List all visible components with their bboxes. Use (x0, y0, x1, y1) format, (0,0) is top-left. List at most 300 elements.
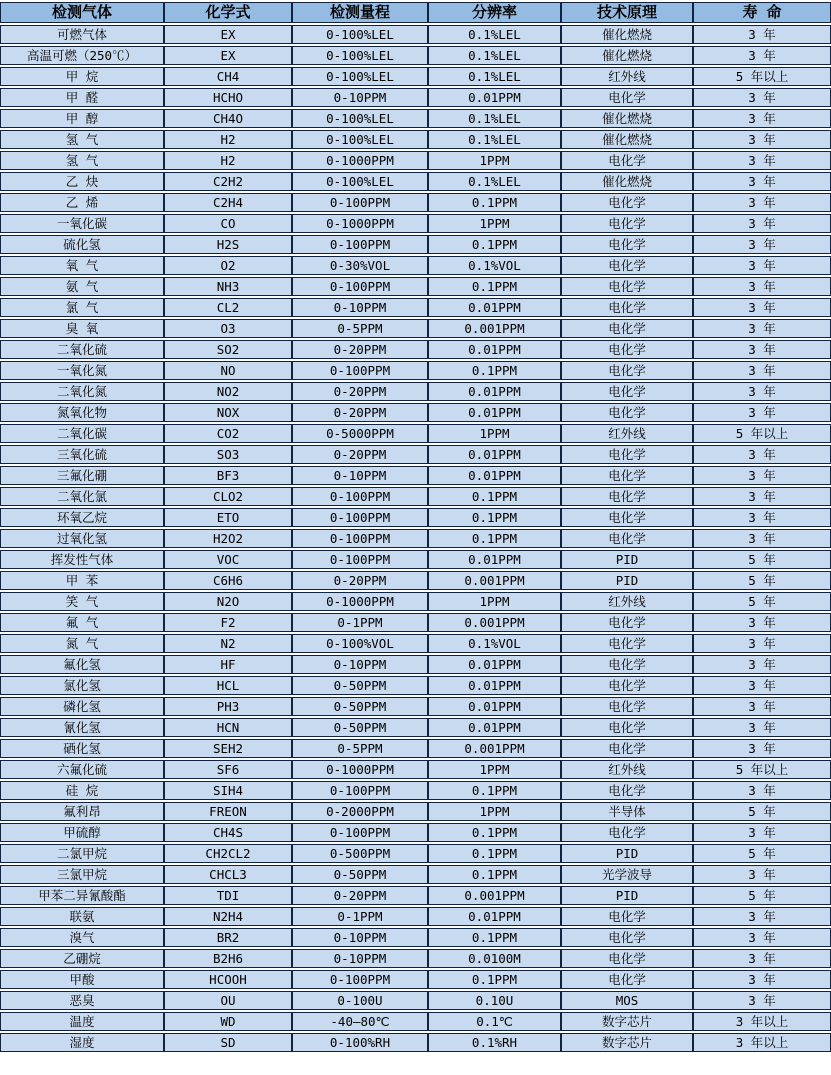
table-cell: CH2CL2 (164, 844, 292, 863)
table-row (0, 46, 831, 65)
table-cell: 三氧化硫 (0, 445, 164, 464)
table-row (0, 298, 831, 317)
table-row (0, 319, 831, 338)
table-cell: 二氧化氯 (0, 487, 164, 506)
table-cell: 0.01PPM (428, 340, 561, 359)
table-row (0, 25, 831, 44)
table-row (0, 277, 831, 296)
table-cell: 5 年 (693, 844, 831, 863)
table-cell: 5 年以上 (693, 760, 831, 779)
table-cell: 乙硼烷 (0, 949, 164, 968)
table-cell: 0-100%LEL (292, 130, 428, 149)
table-cell: 0-100%RH (292, 1033, 428, 1052)
table-row (0, 886, 831, 905)
table-cell: 3 年 (693, 529, 831, 548)
table-cell: 0-100PPM (292, 193, 428, 212)
table-cell: 1PPM (428, 151, 561, 170)
table-cell: 0.1%LEL (428, 109, 561, 128)
table-cell: SD (164, 1033, 292, 1052)
table-cell: 0-20PPM (292, 571, 428, 590)
table-cell: 电化学 (561, 634, 693, 653)
table-row (0, 256, 831, 275)
table-cell: 0.1%RH (428, 1033, 561, 1052)
table-cell: 0.1PPM (428, 277, 561, 296)
table-cell: 三氟化硼 (0, 466, 164, 485)
table-cell: 电化学 (561, 235, 693, 254)
table-cell: 0.01PPM (428, 382, 561, 401)
table-cell: 催化燃烧 (561, 46, 693, 65)
table-cell: 电化学 (561, 697, 693, 716)
table-cell: PID (561, 886, 693, 905)
table-cell: 氯化氢 (0, 676, 164, 695)
table-cell: EX (164, 25, 292, 44)
table-cell: 3 年 (693, 319, 831, 338)
table-cell: N2 (164, 634, 292, 653)
table-cell: 红外线 (561, 592, 693, 611)
table-cell: 3 年 (693, 172, 831, 191)
table-row (0, 403, 831, 422)
table-row (0, 382, 831, 401)
table-cell: 0-1000PPM (292, 760, 428, 779)
table-cell: 电化学 (561, 298, 693, 317)
table-cell: 0.01PPM (428, 466, 561, 485)
table-cell: 电化学 (561, 718, 693, 737)
table-cell: 0.01PPM (428, 907, 561, 926)
table-cell: NH3 (164, 277, 292, 296)
table-cell: 红外线 (561, 760, 693, 779)
table-cell: 3 年 (693, 382, 831, 401)
table-cell: 电化学 (561, 340, 693, 359)
table-cell: SO3 (164, 445, 292, 464)
table-row (0, 151, 831, 170)
table-cell: 3 年 (693, 151, 831, 170)
table-cell: EX (164, 46, 292, 65)
table-row (0, 844, 831, 863)
table-row (0, 214, 831, 233)
table-cell: 恶臭 (0, 991, 164, 1010)
table-cell: 3 年 (693, 403, 831, 422)
table-cell: 甲酸 (0, 970, 164, 989)
table-cell: 3 年以上 (693, 1012, 831, 1031)
table-cell: FREON (164, 802, 292, 821)
table-cell: 0-100PPM (292, 550, 428, 569)
table-cell: 3 年 (693, 697, 831, 716)
table-cell: 0-10PPM (292, 928, 428, 947)
table-row (0, 634, 831, 653)
table-cell: CO (164, 214, 292, 233)
table-cell: 0-10PPM (292, 949, 428, 968)
table-cell: 电化学 (561, 487, 693, 506)
table-cell: 高温可燃（250℃） (0, 46, 164, 65)
table-cell: 0.1PPM (428, 235, 561, 254)
table-cell: 0-5PPM (292, 739, 428, 758)
table-cell: ETO (164, 508, 292, 527)
table-row (0, 823, 831, 842)
table-row (0, 970, 831, 989)
table-cell: 0.1℃ (428, 1012, 561, 1031)
table-row (0, 781, 831, 800)
table-cell: HCL (164, 676, 292, 695)
table-cell: 乙 烯 (0, 193, 164, 212)
table-cell: 一氧化氮 (0, 361, 164, 380)
table-cell: 3 年以上 (693, 1033, 831, 1052)
table-cell: 0.01PPM (428, 550, 561, 569)
table-cell: NO (164, 361, 292, 380)
table-cell: H2O2 (164, 529, 292, 548)
table-cell: 半导体 (561, 802, 693, 821)
table-cell: 0.1%LEL (428, 172, 561, 191)
table-cell: HCOOH (164, 970, 292, 989)
table-cell: 磷化氢 (0, 697, 164, 716)
table-cell: 0.1%LEL (428, 25, 561, 44)
table-cell: 0-1PPM (292, 613, 428, 632)
table-cell: 电化学 (561, 970, 693, 989)
table-cell: 3 年 (693, 235, 831, 254)
table-cell: 3 年 (693, 991, 831, 1010)
table-cell: 0-100PPM (292, 361, 428, 380)
table-cell: 0.001PPM (428, 571, 561, 590)
table-cell: 5 年以上 (693, 67, 831, 86)
table-cell: 0.01PPM (428, 676, 561, 695)
table-cell: 3 年 (693, 949, 831, 968)
table-cell: 甲 苯 (0, 571, 164, 590)
table-cell: 硅 烷 (0, 781, 164, 800)
table-cell: 0-100PPM (292, 970, 428, 989)
table-row (0, 130, 831, 149)
table-row (0, 193, 831, 212)
table-row (0, 739, 831, 758)
table-cell: 5 年 (693, 886, 831, 905)
table-cell: 0-20PPM (292, 382, 428, 401)
table-row (0, 235, 831, 254)
table-cell: 电化学 (561, 907, 693, 926)
column-header: 化学式 (164, 2, 292, 23)
table-cell: 3 年 (693, 88, 831, 107)
table-cell: 电化学 (561, 676, 693, 695)
table-cell: 0-100PPM (292, 508, 428, 527)
table-cell: 氧 气 (0, 256, 164, 275)
table-cell: 0.1PPM (428, 193, 561, 212)
table-cell: 0-10PPM (292, 298, 428, 317)
table-cell: 0.01PPM (428, 403, 561, 422)
table-cell: SF6 (164, 760, 292, 779)
table-cell: H2 (164, 130, 292, 149)
table-cell: F2 (164, 613, 292, 632)
table-cell: 0.1PPM (428, 970, 561, 989)
table-cell: 0-100U (292, 991, 428, 1010)
table-cell: NOX (164, 403, 292, 422)
table-cell: 0-100PPM (292, 487, 428, 506)
table-cell: 氯 气 (0, 298, 164, 317)
table-cell: SEH2 (164, 739, 292, 758)
table-cell: 5 年 (693, 571, 831, 590)
table-cell: 3 年 (693, 508, 831, 527)
table-cell: 3 年 (693, 487, 831, 506)
table-cell: 电化学 (561, 382, 693, 401)
table-cell: C6H6 (164, 571, 292, 590)
table-cell: 0.01PPM (428, 88, 561, 107)
table-row (0, 1033, 831, 1052)
table-cell: CH4O (164, 109, 292, 128)
table-cell: 二氯甲烷 (0, 844, 164, 863)
table-cell: 氨 气 (0, 277, 164, 296)
table-cell: 电化学 (561, 739, 693, 758)
table-row (0, 949, 831, 968)
table-row (0, 991, 831, 1010)
table-cell: 氮氧化物 (0, 403, 164, 422)
table-cell: 0-500PPM (292, 844, 428, 863)
table-cell: 3 年 (693, 634, 831, 653)
table-cell: 3 年 (693, 340, 831, 359)
table-cell: HCN (164, 718, 292, 737)
table-cell: 0-5PPM (292, 319, 428, 338)
table-cell: 0-100PPM (292, 781, 428, 800)
table-row (0, 529, 831, 548)
table-cell: 0.1PPM (428, 928, 561, 947)
table-cell: 电化学 (561, 823, 693, 842)
table-cell: 3 年 (693, 193, 831, 212)
table-cell: 电化学 (561, 88, 693, 107)
table-cell: 0-100PPM (292, 277, 428, 296)
table-cell: 0.01PPM (428, 718, 561, 737)
table-cell: 催化燃烧 (561, 109, 693, 128)
table-cell: 0-1000PPM (292, 592, 428, 611)
table-cell: NO2 (164, 382, 292, 401)
column-header: 检测量程 (292, 2, 428, 23)
table-cell: 0.1PPM (428, 823, 561, 842)
table-row (0, 592, 831, 611)
table-cell: 0.01PPM (428, 445, 561, 464)
table-cell: 红外线 (561, 67, 693, 86)
table-cell: 3 年 (693, 676, 831, 695)
table-cell: 5 年 (693, 550, 831, 569)
table-cell: OU (164, 991, 292, 1010)
table-cell: CLO2 (164, 487, 292, 506)
table-cell: 氟化氢 (0, 655, 164, 674)
table-cell: 0.01PPM (428, 697, 561, 716)
table-cell: 0-50PPM (292, 865, 428, 884)
table-cell: 电化学 (561, 655, 693, 674)
table-cell: 0.1%LEL (428, 46, 561, 65)
table-cell: 一氧化碳 (0, 214, 164, 233)
table-cell: 0-20PPM (292, 340, 428, 359)
table-cell: 5 年 (693, 592, 831, 611)
table-cell: C2H2 (164, 172, 292, 191)
table-cell: PID (561, 571, 693, 590)
table-cell: 3 年 (693, 46, 831, 65)
table-cell: 0.1PPM (428, 487, 561, 506)
table-cell: 氮 气 (0, 634, 164, 653)
table-cell: 三氯甲烷 (0, 865, 164, 884)
table-cell: MOS (561, 991, 693, 1010)
table-cell: 0-100PPM (292, 529, 428, 548)
table-cell: 0-10PPM (292, 466, 428, 485)
table-cell: 3 年 (693, 25, 831, 44)
table-row (0, 508, 831, 527)
table-cell: 3 年 (693, 277, 831, 296)
table-cell: 电化学 (561, 361, 693, 380)
table-cell: CH4S (164, 823, 292, 842)
table-row (0, 802, 831, 821)
table-cell: 3 年 (693, 445, 831, 464)
table-cell: 溴气 (0, 928, 164, 947)
table-cell: 3 年 (693, 298, 831, 317)
table-cell: 电化学 (561, 613, 693, 632)
table-cell: O2 (164, 256, 292, 275)
table-cell: 电化学 (561, 319, 693, 338)
table-cell: 环氧乙烷 (0, 508, 164, 527)
table-cell: 1PPM (428, 424, 561, 443)
table-cell: 1PPM (428, 214, 561, 233)
table-cell: BF3 (164, 466, 292, 485)
table-cell: 0.01PPM (428, 655, 561, 674)
table-cell: 二氧化氮 (0, 382, 164, 401)
table-row (0, 466, 831, 485)
table-cell: 温度 (0, 1012, 164, 1031)
table-cell: 0.1%LEL (428, 130, 561, 149)
table-cell: 甲苯二异氰酸酯 (0, 886, 164, 905)
table-row (0, 1012, 831, 1031)
table-cell: 0.1%LEL (428, 67, 561, 86)
table-cell: 红外线 (561, 424, 693, 443)
table-cell: 0-100%LEL (292, 67, 428, 86)
table-row (0, 550, 831, 569)
table-cell: 数字芯片 (561, 1012, 693, 1031)
table-row (0, 109, 831, 128)
table-cell: C2H4 (164, 193, 292, 212)
table-cell: 六氟化硫 (0, 760, 164, 779)
table-cell: 5 年以上 (693, 424, 831, 443)
table-cell: 1PPM (428, 760, 561, 779)
table-cell: 3 年 (693, 928, 831, 947)
table-row (0, 487, 831, 506)
table-cell: 甲 醇 (0, 109, 164, 128)
table-cell: 3 年 (693, 865, 831, 884)
table-cell: 0.1PPM (428, 865, 561, 884)
table-cell: 0-50PPM (292, 697, 428, 716)
table-cell: 0.001PPM (428, 319, 561, 338)
table-row (0, 865, 831, 884)
table-cell: 甲硫醇 (0, 823, 164, 842)
table-cell: 3 年 (693, 130, 831, 149)
table-cell: 电化学 (561, 277, 693, 296)
table-cell: 0.1PPM (428, 844, 561, 863)
table-row (0, 907, 831, 926)
table-header (0, 2, 831, 23)
table-cell: 0-1PPM (292, 907, 428, 926)
table-cell: 0-100%LEL (292, 172, 428, 191)
table-cell: 0.10U (428, 991, 561, 1010)
table-cell: 0-100PPM (292, 235, 428, 254)
table-cell: 0-20PPM (292, 403, 428, 422)
table-cell: 数字芯片 (561, 1033, 693, 1052)
table-cell: 0-2000PPM (292, 802, 428, 821)
table-row (0, 676, 831, 695)
table-cell: 0.1PPM (428, 361, 561, 380)
table-cell: 0.001PPM (428, 739, 561, 758)
table-cell: SO2 (164, 340, 292, 359)
table-body (0, 25, 831, 1052)
table-row (0, 760, 831, 779)
table-cell: PH3 (164, 697, 292, 716)
table-cell: BR2 (164, 928, 292, 947)
table-row (0, 172, 831, 191)
table-cell: 0-1000PPM (292, 151, 428, 170)
table-cell: 湿度 (0, 1033, 164, 1052)
table-cell: 0-20PPM (292, 886, 428, 905)
table-cell: 0-30%VOL (292, 256, 428, 275)
table-cell: VOC (164, 550, 292, 569)
table-cell: 挥发性气体 (0, 550, 164, 569)
table-cell: H2 (164, 151, 292, 170)
table-cell: 3 年 (693, 781, 831, 800)
table-cell: H2S (164, 235, 292, 254)
table-cell: CHCL3 (164, 865, 292, 884)
table-cell: 3 年 (693, 466, 831, 485)
table-cell: 电化学 (561, 193, 693, 212)
column-header: 分辨率 (428, 2, 561, 23)
table-cell: 0.0100M (428, 949, 561, 968)
table-cell: 3 年 (693, 214, 831, 233)
table-cell: 电化学 (561, 445, 693, 464)
table-cell: CL2 (164, 298, 292, 317)
table-cell: 1PPM (428, 802, 561, 821)
table-cell: 光学波导 (561, 865, 693, 884)
table-cell: -40—80℃ (292, 1012, 428, 1031)
table-cell: PID (561, 844, 693, 863)
table-cell: CH4 (164, 67, 292, 86)
table-cell: 硫化氢 (0, 235, 164, 254)
table-cell: 0.1%VOL (428, 256, 561, 275)
table-cell: 0.1PPM (428, 508, 561, 527)
table-cell: 电化学 (561, 529, 693, 548)
table-cell: 0-100%LEL (292, 46, 428, 65)
table-cell: 0.001PPM (428, 886, 561, 905)
table-cell: 0-50PPM (292, 718, 428, 737)
table-cell: O3 (164, 319, 292, 338)
table-cell: 电化学 (561, 403, 693, 422)
table-cell: 3 年 (693, 256, 831, 275)
table-cell: 3 年 (693, 907, 831, 926)
table-cell: 电化学 (561, 214, 693, 233)
column-header: 技术原理 (561, 2, 693, 23)
table-cell: 3 年 (693, 613, 831, 632)
table-cell: 氢 气 (0, 151, 164, 170)
table-cell: 0.1PPM (428, 529, 561, 548)
table-cell: 电化学 (561, 508, 693, 527)
table-cell: 氟利昂 (0, 802, 164, 821)
table-cell: 二氧化硫 (0, 340, 164, 359)
table-cell: 0-10PPM (292, 655, 428, 674)
table-cell: 电化学 (561, 949, 693, 968)
table-cell: 硒化氢 (0, 739, 164, 758)
table-row (0, 613, 831, 632)
table-cell: HCHO (164, 88, 292, 107)
table-cell: 联氨 (0, 907, 164, 926)
table-cell: 3 年 (693, 718, 831, 737)
table-row (0, 340, 831, 359)
table-row (0, 928, 831, 947)
table-cell: 3 年 (693, 970, 831, 989)
table-cell: 甲 醛 (0, 88, 164, 107)
table-cell: 0.01PPM (428, 298, 561, 317)
table-cell: 3 年 (693, 109, 831, 128)
table-row (0, 697, 831, 716)
table-cell: 5 年 (693, 802, 831, 821)
table-cell: 0-100%LEL (292, 25, 428, 44)
table-cell: 乙 炔 (0, 172, 164, 191)
table-cell: 电化学 (561, 781, 693, 800)
